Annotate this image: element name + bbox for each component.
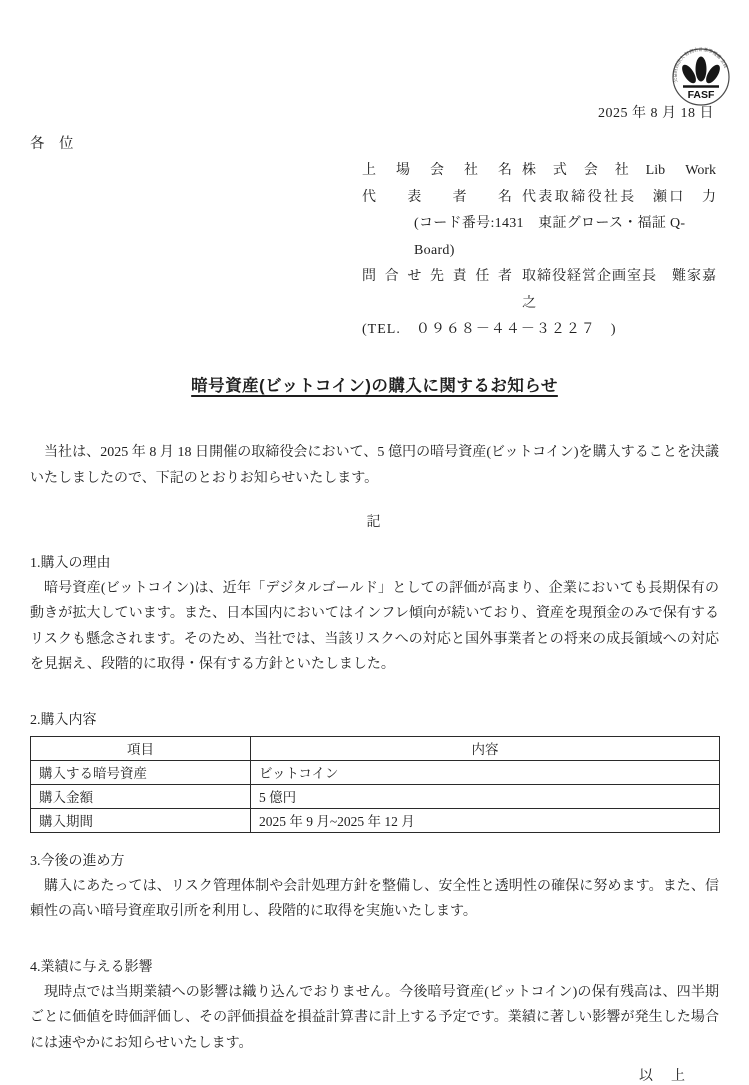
section-3-body: 購入にあたっては、リスク管理体制や会計処理方針を整備し、安全性と透明性の確保に努めます。また、信頼性の高い暗号資産取引所を利用し、段階的に取得を実施いたします。: [30, 878, 719, 919]
info-note-code: (コード番号:1431 東証グロース・福証 Q-Board): [414, 216, 686, 258]
section-3-heading: 3.今後の進め方: [30, 853, 125, 869]
info-line-representative: [362, 185, 716, 212]
fasf-seal-graphic: [670, 44, 732, 110]
info-value-representative: 代表取締役社長 瀬口 力: [522, 189, 716, 205]
info-note-tel: (TEL. ０９６８－４４－３２２７ ): [362, 322, 617, 337]
section-1-body: 暗号資産(ビットコイン)は、近年「デジタルゴールド」としての評価が高まり、企業においても長期保有の動きが拡大しています。また、日本国内においてはインフレ傾向が続いており、資産を現預金のみで保有するリスクも懸念されます。そのため、当社では、当該リスクへの対応と国外事業者との将来の成長領域への対応を見据え、段階的に取得・保有する方針といたしました。: [30, 580, 719, 672]
company-info-block: [362, 158, 716, 344]
seal-ring-text: 公益財団法人 財務会計基準機構 会員: [672, 47, 729, 83]
section-4-heading: 4.業績に与える影響: [30, 959, 153, 975]
table-row: [31, 760, 720, 784]
info-label-contact: 問合せ先責任者: [362, 269, 512, 284]
info-value-company: 株式会社Lib Work: [522, 163, 716, 178]
table-header-item: 項目: [31, 736, 251, 760]
table-cell-content: 2025 年 9 月~2025 年 12 月: [251, 808, 720, 832]
table-cell-content: 5 億円: [251, 784, 720, 808]
page-title-text: 暗号資産(ビットコイン)の購入に関するお知らせ: [191, 376, 558, 395]
info-line-company: [362, 158, 716, 185]
info-label-company: 上場会社名: [362, 163, 512, 178]
table-header-row: [31, 736, 720, 760]
seal-fasf-label: FASF: [687, 89, 715, 101]
table-header-content: 内容: [251, 736, 720, 760]
table-cell-item: 購入金額: [31, 784, 251, 808]
ki-marker: 記: [366, 514, 383, 530]
table-cell-item: 購入期間: [31, 808, 251, 832]
table-row: [31, 784, 720, 808]
page-title: [30, 372, 719, 396]
fasf-seal-icon: [670, 44, 732, 110]
info-label-representative: 代表者名: [362, 189, 512, 205]
table-cell-content: ビットコイン: [251, 760, 720, 784]
section-2-heading: 2.購入内容: [30, 712, 97, 728]
recipient-line: 各 位: [30, 136, 74, 152]
closing-text: 以 上: [639, 1069, 687, 1084]
info-value-contact: 取締役経営企画室長 難家嘉之: [522, 269, 716, 311]
section-4-body: 現時点では当期業績への影響は織り込んでおりません。今後暗号資産(ビットコイン)の保有残高は、四半期ごとに価値を時価評価し、その評価損益を損益計算書に計上する予定です。業績に著しい影響が発生した場合には速やかにお知らせいたします。: [30, 984, 719, 1051]
table-row: [31, 808, 720, 832]
table-cell-item: 購入する暗号資産: [31, 760, 251, 784]
section-1-heading: 1.購入の理由: [30, 555, 111, 571]
intro-paragraph: 当社は、2025 年 8 月 18 日開催の取締役会において、5 億円の暗号資産(ビットコイン)を購入することを決議いたしましたので、下記のとおりお知らせいたします。: [30, 444, 719, 486]
document-date: 2025 年 8 月 18 日: [598, 106, 714, 121]
purchase-details-table: [30, 736, 720, 833]
info-line-contact: [362, 264, 716, 317]
